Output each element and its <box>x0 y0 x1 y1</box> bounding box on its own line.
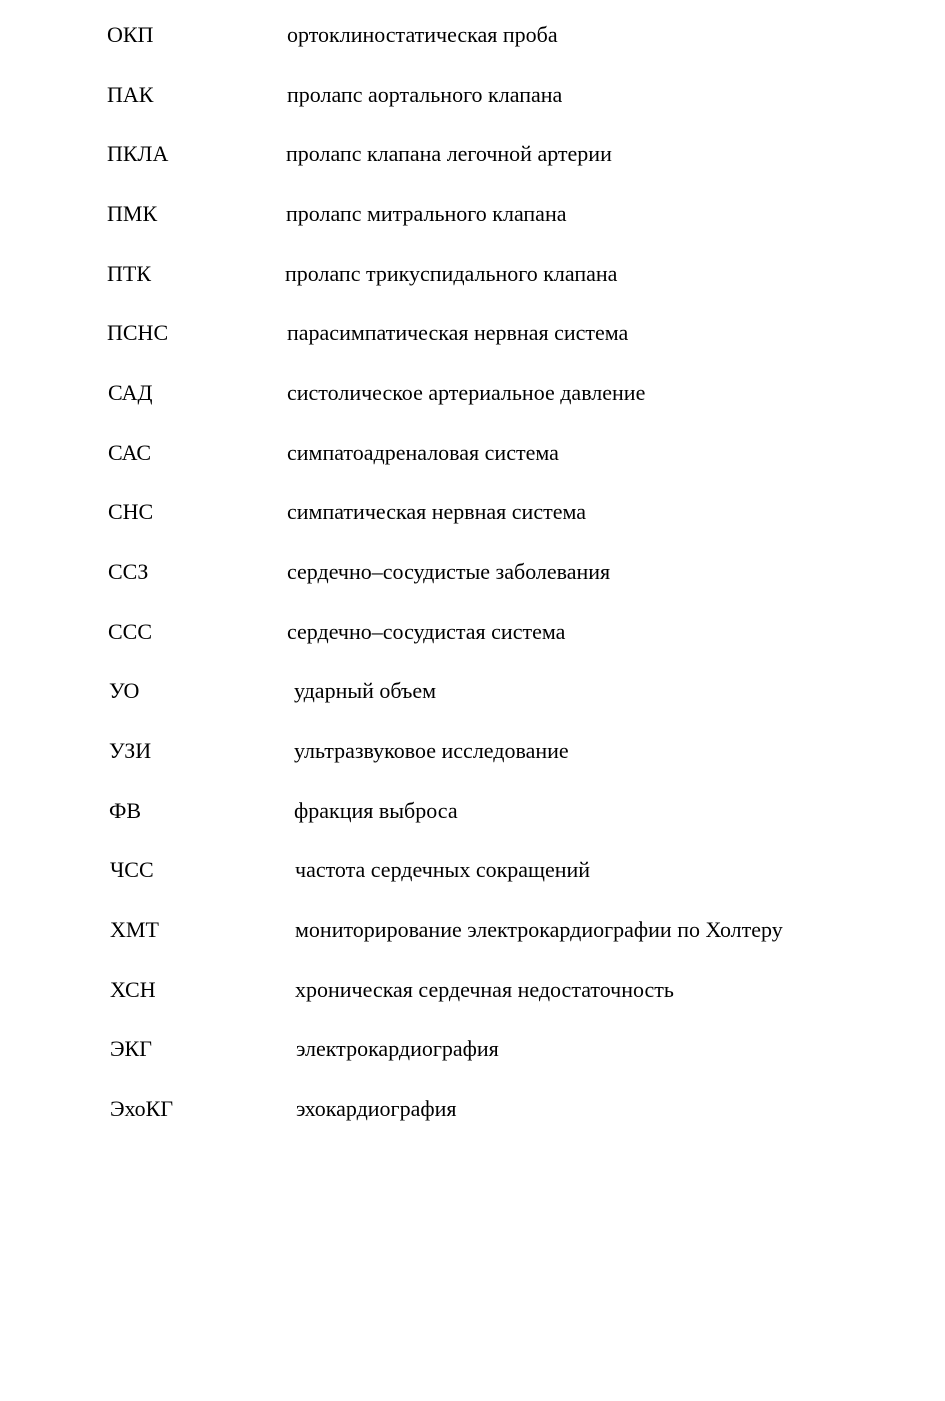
abbreviation-row <box>0 15 945 55</box>
abbreviation-row <box>0 1089 945 1129</box>
abbreviation-term: ССЗ <box>108 559 149 584</box>
abbreviation-row <box>0 433 945 473</box>
abbreviation-definition: сердечно–сосудистая система <box>287 619 566 644</box>
abbreviation-term: ПСНС <box>107 320 169 345</box>
abbreviation-definition: ударный объем <box>294 678 437 703</box>
abbreviation-term: ПАК <box>107 82 154 107</box>
abbreviation-row <box>0 75 945 115</box>
abbreviation-term: ЧСС <box>110 857 154 882</box>
abbreviation-row <box>0 492 945 532</box>
abbreviation-definition: симпатическая нервная система <box>287 499 586 524</box>
abbreviation-row <box>0 910 945 950</box>
abbreviation-term: ПМК <box>107 201 158 226</box>
abbreviation-term: ПКЛА <box>107 141 169 166</box>
abbreviation-term: ФВ <box>109 798 142 823</box>
abbreviation-term: СНС <box>108 499 154 524</box>
abbreviation-term: ОКП <box>107 22 154 47</box>
abbreviation-term: ХСН <box>110 977 156 1002</box>
abbreviation-row <box>0 970 945 1010</box>
abbreviation-term: УО <box>109 678 140 703</box>
abbreviation-row <box>0 134 945 174</box>
abbreviation-row <box>0 1029 945 1069</box>
abbreviation-row <box>0 313 945 353</box>
abbreviation-definition: фракция выброса <box>294 798 458 823</box>
abbreviation-definition: пролапс митрального клапана <box>286 201 567 226</box>
abbreviation-definition: симпатоадреналовая система <box>287 440 559 465</box>
abbreviation-definition: эхокардиография <box>296 1096 457 1121</box>
abbreviation-definition: пролапс аортального клапана <box>287 82 563 107</box>
abbreviation-definition: систолическое артериальное давление <box>287 380 646 405</box>
abbreviation-row <box>0 671 945 711</box>
abbreviation-row <box>0 373 945 413</box>
abbreviation-definition: частота сердечных сокращений <box>295 857 591 882</box>
abbreviation-row <box>0 791 945 831</box>
abbreviation-definition: пролапс трикуспидального клапана <box>285 261 618 286</box>
abbreviation-row <box>0 194 945 234</box>
abbreviation-row <box>0 850 945 890</box>
abbreviation-definition: ультразвуковое исследование <box>294 738 569 763</box>
abbreviation-definition: мониторирование электрокардиографии по Холтеру <box>295 917 783 942</box>
abbreviation-row <box>0 612 945 652</box>
abbreviation-term: ПТК <box>107 261 151 286</box>
abbreviation-definition: ортоклиностатическая проба <box>287 22 558 47</box>
abbreviation-definition: хроническая сердечная недостаточность <box>295 977 674 1002</box>
abbreviation-term: ЭхоКГ <box>110 1096 174 1121</box>
abbreviation-definition: электрокардиография <box>296 1036 499 1061</box>
abbreviation-row <box>0 254 945 294</box>
abbreviation-definition: пролапс клапана легочной артерии <box>286 141 612 166</box>
abbreviation-term: САС <box>108 440 152 465</box>
abbreviation-term: УЗИ <box>109 738 152 763</box>
abbreviation-term: ССС <box>108 619 153 644</box>
abbreviation-term: ХМТ <box>110 917 159 942</box>
abbreviation-definition: парасимпатическая нервная система <box>287 320 629 345</box>
abbreviation-term: ЭКГ <box>110 1036 152 1061</box>
abbreviation-row <box>0 552 945 592</box>
abbreviation-row <box>0 731 945 771</box>
abbreviation-term: САД <box>108 380 153 405</box>
abbreviation-definition: сердечно–сосудистые заболевания <box>287 559 611 584</box>
